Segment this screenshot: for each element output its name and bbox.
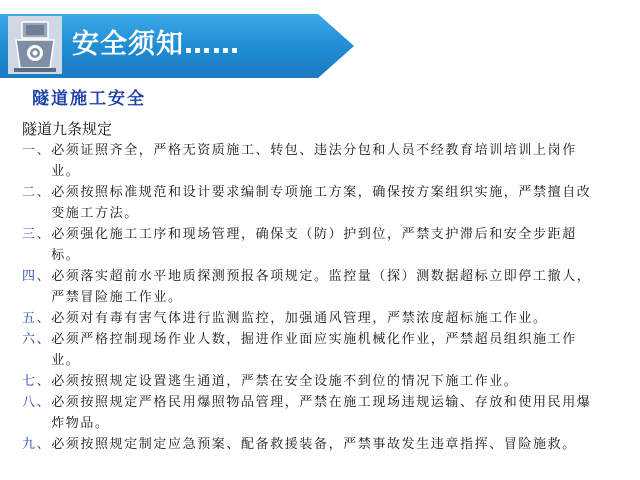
rule-item — [22, 392, 604, 434]
rule-number: 五、 — [22, 311, 52, 326]
section-title: 隧道施工安全 — [32, 89, 146, 109]
rule-item — [22, 329, 604, 371]
rule-number: 一、 — [22, 143, 52, 158]
rule-item — [22, 224, 604, 266]
rule-item — [22, 434, 604, 455]
rule-number: 七、 — [22, 374, 52, 389]
rule-number: 九、 — [22, 437, 52, 452]
rule-item — [22, 182, 604, 224]
rule-item — [22, 266, 604, 308]
rule-number: 二、 — [22, 185, 52, 200]
rule-item — [22, 371, 604, 392]
rule-item — [22, 140, 604, 182]
rules-list — [22, 140, 604, 455]
document-subtitle: 隧道九条规定 — [22, 120, 113, 138]
rule-text: 必须按照标准规范和设计要求编制专项施工方案，确保按方案组织实施，严禁擅自改变施工方法。 — [51, 185, 592, 221]
rule-number: 四、 — [22, 269, 52, 284]
rule-item — [22, 308, 604, 329]
rule-text: 必须对有毒有害气体进行监测监控，加强通风管理，严禁浓度超标施工作业。 — [51, 311, 548, 326]
page-title: 安全须知…… — [72, 29, 240, 60]
rule-number: 八、 — [22, 395, 52, 410]
rule-text: 必须按照规定严格民用爆照物品管理，严禁在施工现场违规运输、存放和使用民用爆炸物品。 — [51, 395, 592, 431]
rule-number: 六、 — [22, 332, 52, 347]
rule-text: 必须严格控制现场作业人数，掘进作业面应实施机械化作业，严禁超员组织施工作业。 — [51, 332, 577, 368]
rule-text: 必须落实超前水平地质探测预报各项规定。监控量（探）测数据超标立即停工撤人，严禁冒险施工作业。 — [51, 269, 592, 305]
rule-text: 必须强化施工工序和现场管理，确保支（防）护到位，严禁支护滞后和安全步距超标。 — [51, 227, 577, 263]
rule-text: 必须证照齐全，严格无资质施工、转包、违法分包和人员不经教育培训培训上岗作业。 — [51, 143, 577, 179]
rule-text: 必须按照规定设置逃生通道，严禁在安全设施不到位的情况下施工作业。 — [51, 374, 519, 389]
podium-logo-icon — [8, 16, 62, 74]
rule-number: 三、 — [22, 227, 52, 242]
rule-text: 必须按照规定制定应急预案、配备救援装备，严禁事故发生违章指挥、冒险施救。 — [51, 437, 577, 452]
